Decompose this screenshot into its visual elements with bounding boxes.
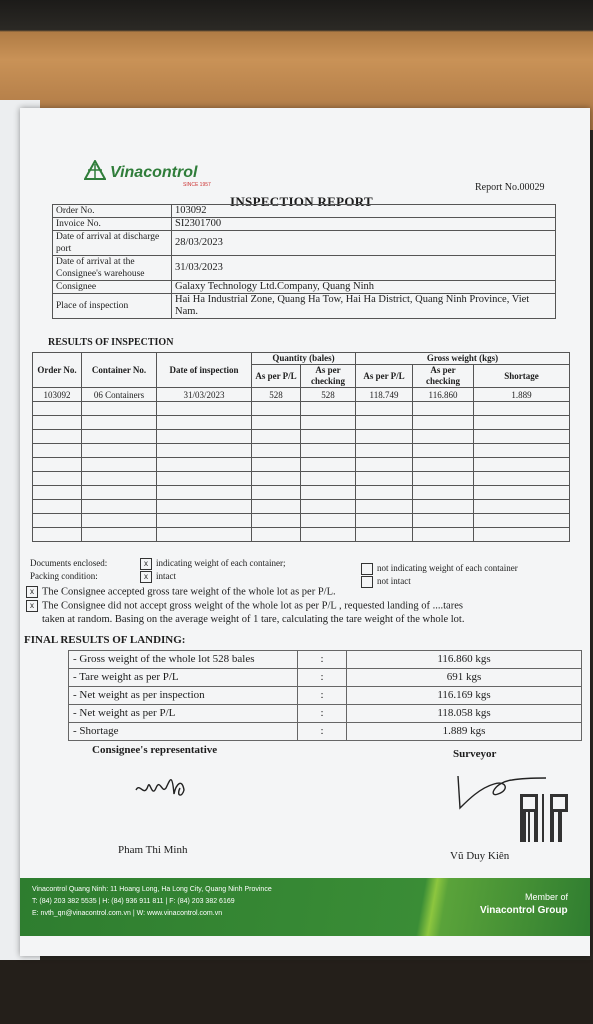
header-row <box>53 231 556 256</box>
surveyor-name: Vũ Duy Kiên <box>450 850 510 862</box>
surveyor-label: Surveyor <box>453 748 497 760</box>
header-row <box>53 281 556 294</box>
consignee-representative-label: Consignee's representative <box>92 744 218 756</box>
final-label: - Gross weight of the whole lot 528 bales <box>69 651 298 669</box>
col-shortage: Shortage <box>474 365 570 388</box>
final-value: 118.058 kgs <box>347 705 582 723</box>
col-qty-as-per-pl: As per P/L <box>252 365 301 388</box>
col-date: Date of inspection <box>157 353 252 388</box>
checkbox-checked-icon[interactable]: x <box>26 586 38 598</box>
final-label: - Net weight as per inspection <box>69 687 298 705</box>
doc-option-not-indicating <box>361 563 518 575</box>
header-value: 103092 <box>172 205 556 218</box>
col-gross-as-per-pl: As per P/L <box>356 365 413 388</box>
final-colon: : <box>298 651 347 669</box>
doc-option-not-indicating-label: not indicating weight of each container <box>377 563 518 574</box>
header-info-table <box>52 204 556 319</box>
col-quantity: Quantity (bales) <box>252 353 356 365</box>
final-value: 116.169 kgs <box>347 687 582 705</box>
col-gross-weight: Gross weight (kgs) <box>356 353 570 365</box>
pack-option-not-intact-label: not intact <box>377 576 411 587</box>
consignee-accepted-text: The Consignee accepted gross tare weight of the whole lot as per P/L. <box>42 586 336 598</box>
pack-option-intact-label: intact <box>156 571 176 582</box>
header-label: Consignee <box>53 281 172 294</box>
header-row <box>53 205 556 218</box>
final-row <box>69 705 582 723</box>
documents-enclosed-label: Documents enclosed: <box>30 558 108 568</box>
results-table <box>32 352 570 542</box>
final-colon: : <box>298 723 347 741</box>
company-logo-text: Vinacontrol <box>110 164 198 181</box>
header-row <box>53 218 556 231</box>
cell-qty-pl: 528 <box>252 388 301 402</box>
cell-container-no: 06 Containers <box>82 388 157 402</box>
final-value: 1.889 kgs <box>347 723 582 741</box>
checkbox-checked-icon[interactable]: x <box>140 558 152 570</box>
final-colon: : <box>298 669 347 687</box>
footer-address: Vinacontrol Quang Ninh: 11 Hoang Long, Ha Long City, Quang Ninh Province <box>32 886 272 893</box>
header-value: SI2301700 <box>172 218 556 231</box>
empty-row <box>33 444 570 458</box>
final-row <box>69 687 582 705</box>
consignee-signature <box>130 768 200 808</box>
checkbox-empty-icon[interactable] <box>361 563 373 575</box>
final-row <box>69 723 582 741</box>
footer-bar <box>20 878 590 936</box>
table-edge <box>0 960 593 1024</box>
col-order-no: Order No. <box>33 353 82 388</box>
empty-row <box>33 458 570 472</box>
col-gross-as-per-checking: As per checking <box>413 365 474 388</box>
report-number: Report No.00029 <box>475 182 545 193</box>
doc-option-indicating <box>140 558 285 570</box>
header-value: 28/03/2023 <box>172 231 556 256</box>
final-row <box>69 651 582 669</box>
results-title: RESULTS OF INSPECTION <box>48 337 174 348</box>
header-value: 31/03/2023 <box>172 256 556 281</box>
final-colon: : <box>298 687 347 705</box>
empty-row <box>33 416 570 430</box>
footer-phones: T: (84) 203 382 5535 | H: (84) 936 911 811 | F: (84) 203 382 6169 <box>32 898 235 905</box>
packing-condition-label: Packing condition: <box>30 571 98 581</box>
header-value: Galaxy Technology Ltd.Company, Quang Ninh <box>172 281 556 294</box>
pack-option-not-intact <box>361 576 411 588</box>
scale-logo-icon <box>84 160 106 180</box>
page-title: INSPECTION REPORT <box>230 194 373 209</box>
header-label: Place of inspection <box>53 294 172 319</box>
consignee-not-accepted-line <box>26 600 463 612</box>
header-label: Date of arrival at discharge port <box>53 231 172 256</box>
final-results-title: FINAL RESULTS OF LANDING: <box>24 634 186 646</box>
empty-row <box>33 430 570 444</box>
final-row <box>69 669 582 687</box>
empty-row <box>33 472 570 486</box>
consignee-not-accepted-text-2: taken at random. Basing on the average weight of 1 tare, calculating the tare weight of the whole lot. <box>42 614 465 625</box>
header-label: Date of arrival at the Consignee's warehouse <box>53 256 172 281</box>
consignee-not-accepted-text: The Consignee did not accept gross weight of the whole lot as per P/L , requested landing of ....tares <box>42 600 463 612</box>
cell-date: 31/03/2023 <box>157 388 252 402</box>
final-results-table <box>68 650 582 741</box>
pack-option-intact <box>140 571 176 583</box>
cell-qty-check: 528 <box>301 388 356 402</box>
cell-order-no: 103092 <box>33 388 82 402</box>
cell-gross-check: 116.860 <box>413 388 474 402</box>
checkbox-checked-icon[interactable]: x <box>140 571 152 583</box>
cell-shortage: 1.889 <box>474 388 570 402</box>
footer-member-of: Member of <box>525 892 569 902</box>
header-row <box>53 294 556 319</box>
footer-contact: E: nvth_qn@vinacontrol.com.vn | W: www.vinacontrol.com.vn <box>32 910 223 917</box>
col-container-no: Container No. <box>82 353 157 388</box>
empty-row <box>33 500 570 514</box>
empty-row <box>33 514 570 528</box>
checkbox-checked-icon[interactable]: x <box>26 600 38 612</box>
company-since: SINCE 1957 <box>183 182 211 188</box>
final-label: - Shortage <box>69 723 298 741</box>
empty-row <box>33 528 570 542</box>
consignee-representative-name: Pham Thi Minh <box>118 844 188 856</box>
final-value: 116.860 kgs <box>347 651 582 669</box>
header-label: Order No. <box>53 205 172 218</box>
final-value: 691 kgs <box>347 669 582 687</box>
table-row <box>33 388 570 402</box>
header-row <box>53 256 556 281</box>
col-qty-as-per-checking: As per checking <box>301 365 356 388</box>
doc-option-indicating-label: indicating weight of each container; <box>156 558 286 569</box>
final-label: - Net weight as per P/L <box>69 705 298 723</box>
empty-row <box>33 402 570 416</box>
footer-group: Vinacontrol Group <box>480 905 568 916</box>
final-colon: : <box>298 705 347 723</box>
cell-gross-pl: 118.749 <box>356 388 413 402</box>
header-value: Hai Ha Industrial Zone, Quang Ha Tow, Hai Ha District, Quang Ninh Province, Viet Nam. <box>172 294 556 319</box>
consignee-accepted-line <box>26 586 336 598</box>
qr-code-icon <box>520 794 568 842</box>
inspection-report-page <box>20 108 590 956</box>
empty-row <box>33 486 570 500</box>
checkbox-empty-icon[interactable] <box>361 576 373 588</box>
header-label: Invoice No. <box>53 218 172 231</box>
final-label: - Tare weight as per P/L <box>69 669 298 687</box>
